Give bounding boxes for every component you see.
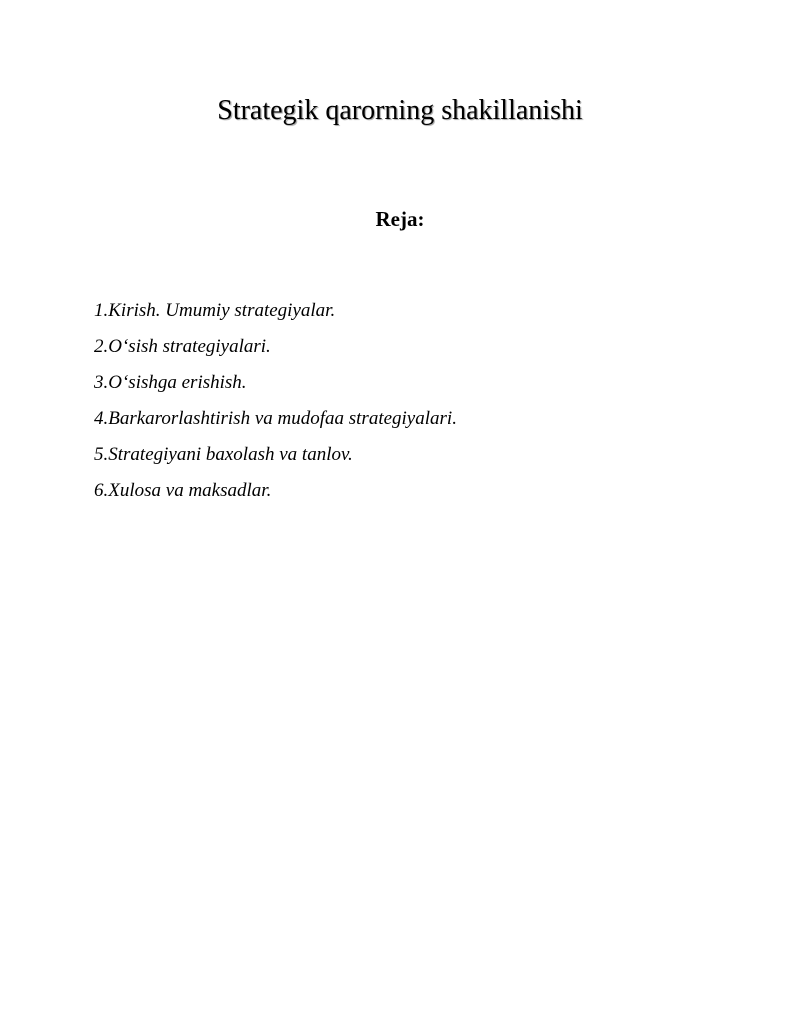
plan-item-3: 3.O‘sishga erishish. [94,372,247,393]
plan-item-5: 5.Strategiyani baxolash va tanlov. [94,444,353,465]
plan-item-2: 2.O‘sish strategiyalari. [94,336,271,357]
plan-heading: Reja: [375,207,425,231]
plan-item-6: 6.Xulosa va maksadlar. [94,480,272,501]
plan-list [94,293,457,509]
plan-item-1: 1.Kirish. Umumiy strategiyalar. [94,300,336,321]
plan-item-4: 4.Barkarorlashtirish va mudofaa strategiyalari. [94,408,457,429]
document-title: Strategik qarorning shakillanishi [217,95,583,126]
